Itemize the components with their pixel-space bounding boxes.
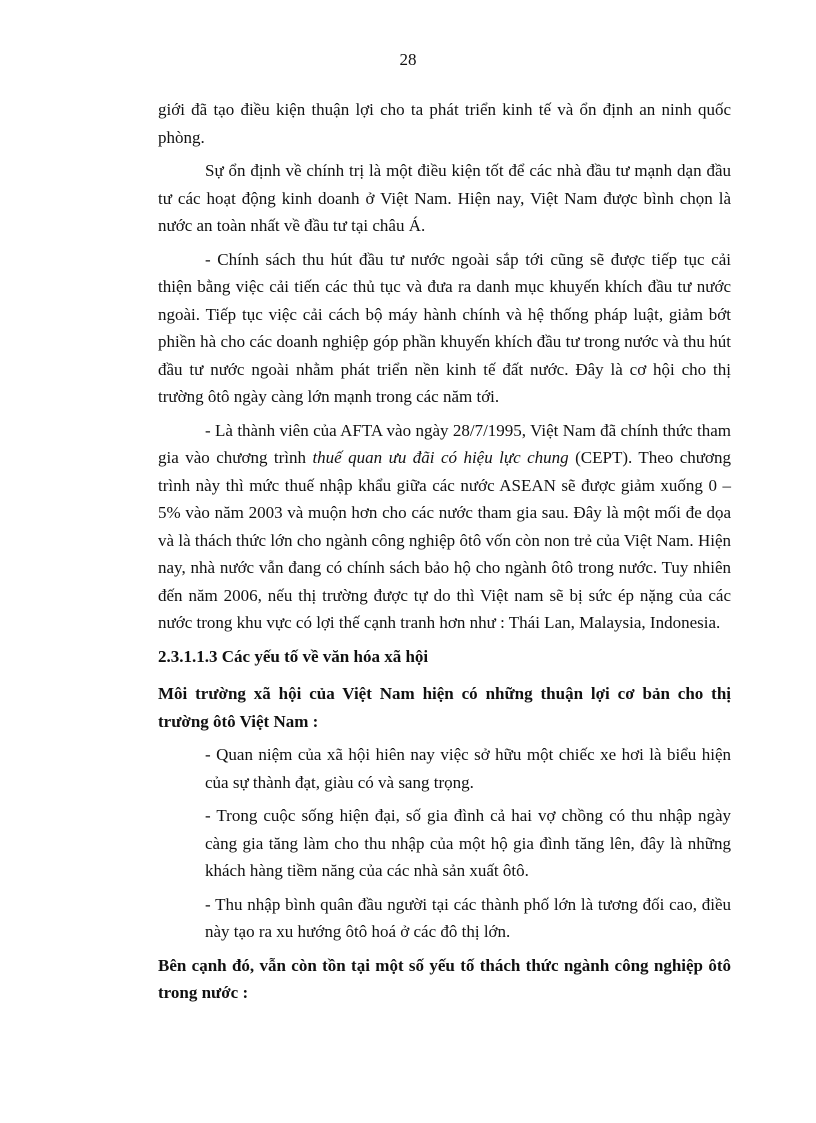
section-heading: 2.3.1.1.3 Các yếu tố về văn hóa xã hội xyxy=(158,646,429,666)
afta-italic-term: thuế quan ưu đãi có hiệu lực chung xyxy=(312,448,569,467)
paragraph-investment-policy: - Chính sách thu hút đầu tư nước ngoài sắp tới cũng sẽ được tiếp tục cải thiện bằng việc cải tiến các thủ tục và đưa ra danh mục khuyến khích đầu tư nước ngoài. Tiếp tục việc cải cách bộ máy hành chính và hệ thống pháp luật, giảm bớt phiền hà cho các doanh nghiệp góp phần khuyến khích đầu tư trong nước và thu hút đầu tư nước ngoài nhằm phát triển nền kinh tế đất nước. Đây là cơ hội cho thị trường ôtô ngày càng lớn mạnh trong các năm tới. xyxy=(158,249,731,406)
list-item: - Thu nhập bình quân đầu người tại các thành phố lớn là tương đối cao, điều này tạo ra xu hướng ôtô hoá ở các đô thị lớn. xyxy=(205,894,731,941)
paragraph-continuation: giới đã tạo điều kiện thuận lợi cho ta phát triển kinh tế và ổn định an ninh quốc phòng. xyxy=(158,100,731,147)
list-item: - Trong cuộc sống hiện đại, số gia đình cả hai vợ chồng có thu nhập ngày càng gia tăng làm cho thu nhập của một hộ gia đình tăng lên, đây là những khách hàng tiềm năng của các nhà sản xuất ôtô. xyxy=(205,806,731,880)
paragraph-afta xyxy=(158,417,731,637)
page-number: 28 xyxy=(399,50,417,69)
page-body xyxy=(158,96,731,1013)
afta-text-after: (CEPT). Theo chương trình này thì mức thuế nhập khẩu giữa các nước ASEAN sẽ được giảm xuống 0 – 5% vào năm 2003 và muộn hơn cho các nước tham gia sau. Đây là một mối đe dọa và là thách thức lớn cho ngành công nghiệp ôtô vốn còn non trẻ của Việt Nam. Hiện nay, nhà nước vẫn đang có chính sách bảo hộ cho ngành ôtô trong nước. Tuy nhiên đến năm 2006, nếu thị trường được tự do thì Việt nam sẽ bị sức ép nặng của các nước trong khu vực có lợi thế cạnh tranh hơn như : Thái Lan, Malaysia, Indonesia. xyxy=(158,448,731,632)
paragraph-political-stability: Sự ổn định về chính trị là một điều kiện tốt để các nhà đầu tư mạnh dạn đầu tư các hoạt động kinh doanh ở Việt Nam. Hiện nay, Việt Nam được bình chọn là nước an toàn nhất về đầu tư tại châu Á. xyxy=(158,161,731,235)
bold-statement-advantages: Môi trường xã hội của Việt Nam hiện có những thuận lợi cơ bản cho thị trường ôtô Việt Nam : xyxy=(158,684,731,731)
bold-statement-challenges: Bên cạnh đó, vẫn còn tồn tại một số yếu tố thách thức ngành công nghiệp ôtô trong nước : xyxy=(158,955,731,1002)
afta-text-before: - Là thành viên của AFTA vào ngày 28/7/1995, Việt Nam đã chính thức tham gia vào chương trình xyxy=(158,420,731,467)
list-item: - Quan niệm của xã hội hiên nay việc sở hữu một chiếc xe hơi là biểu hiện của sự thành đạt, giàu có và sang trọng. xyxy=(205,745,731,792)
